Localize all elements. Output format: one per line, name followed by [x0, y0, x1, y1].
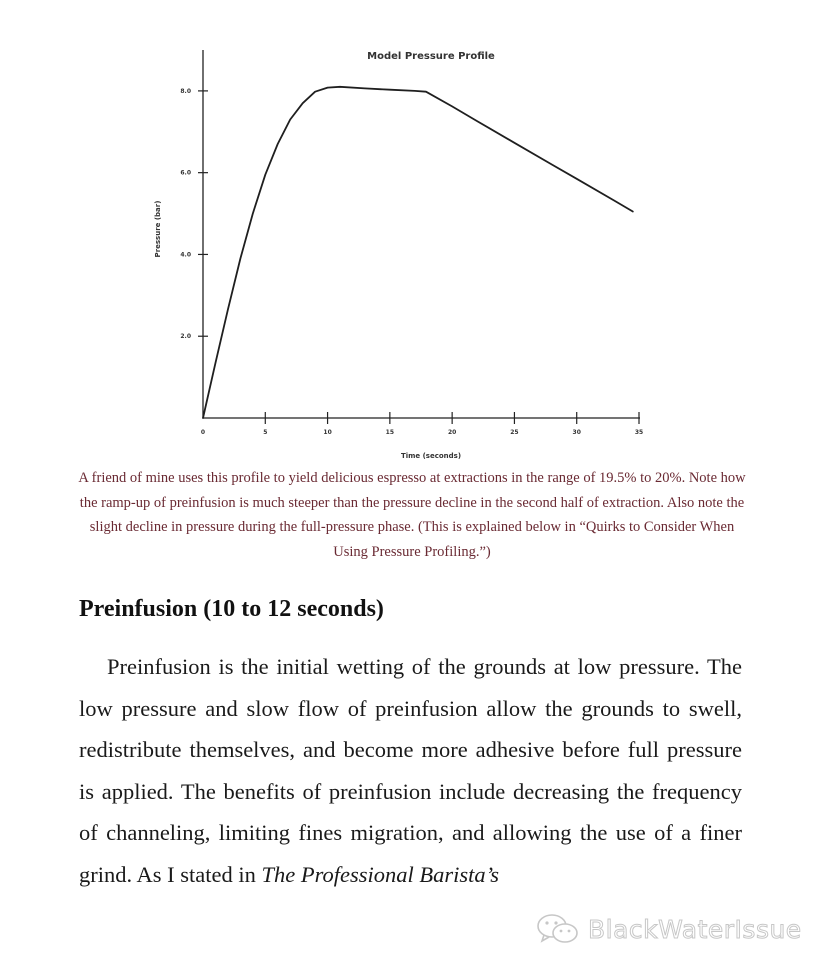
watermark-text: BlackWaterIssue [588, 914, 802, 944]
y-tick-label: 6.0 [180, 169, 191, 177]
section-body [79, 646, 742, 895]
x-tick-label: 30 [572, 429, 581, 436]
watermark [536, 912, 802, 946]
x-tick-label: 20 [447, 429, 457, 436]
x-tick-label: 25 [510, 429, 519, 436]
y-tick-label: 4.0 [180, 251, 191, 259]
body-text-run: Preinfusion is the initial wetting of the grounds at low pressure. The low pressure and slow flow of preinfusion allow the grounds to swell, redistribute themselves, and become more adhesive before full pressure is applied. The benefits of preinfusion include decreasing the frequency of channeling, limiting fines migration, and allowing the use of a finer grind. As I stated in [79, 654, 742, 887]
chart-title: Model Pressure Profile [367, 51, 495, 62]
x-tick-label: 35 [634, 429, 644, 436]
x-tick-label: 5 [263, 429, 268, 436]
y-axis-ticks [180, 88, 208, 340]
y-tick-label: 2.0 [180, 333, 191, 341]
book-title: The Professional Barista’s [261, 861, 500, 887]
x-tick-label: 10 [323, 429, 332, 436]
wechat-icon [536, 912, 580, 946]
x-axis-label: Time (seconds) [400, 452, 462, 460]
figure-caption: A friend of mine uses this profile to yield delicious espresso at extractions in the range of 19.5% to 20%. Note how the ramp-up of preinfusion is much steeper than the pressure decline in the second half of extraction. Also note the slight decline in pressure during the full-pressure phase. (This is explained below in “Quirks to Consider When Using Pressure Profiling.”) [78, 470, 746, 560]
x-tick-label: 0 [200, 429, 206, 436]
pressure-profile-chart [0, 0, 824, 465]
x-tick-label: 15 [385, 429, 395, 436]
y-axis-label: Pressure (bar) [154, 200, 162, 258]
section-heading: Preinfusion (10 to 12 seconds) [79, 596, 384, 622]
pressure-series-line [203, 87, 633, 418]
y-tick-label: 8.0 [180, 87, 191, 95]
x-axis-ticks [201, 412, 643, 436]
